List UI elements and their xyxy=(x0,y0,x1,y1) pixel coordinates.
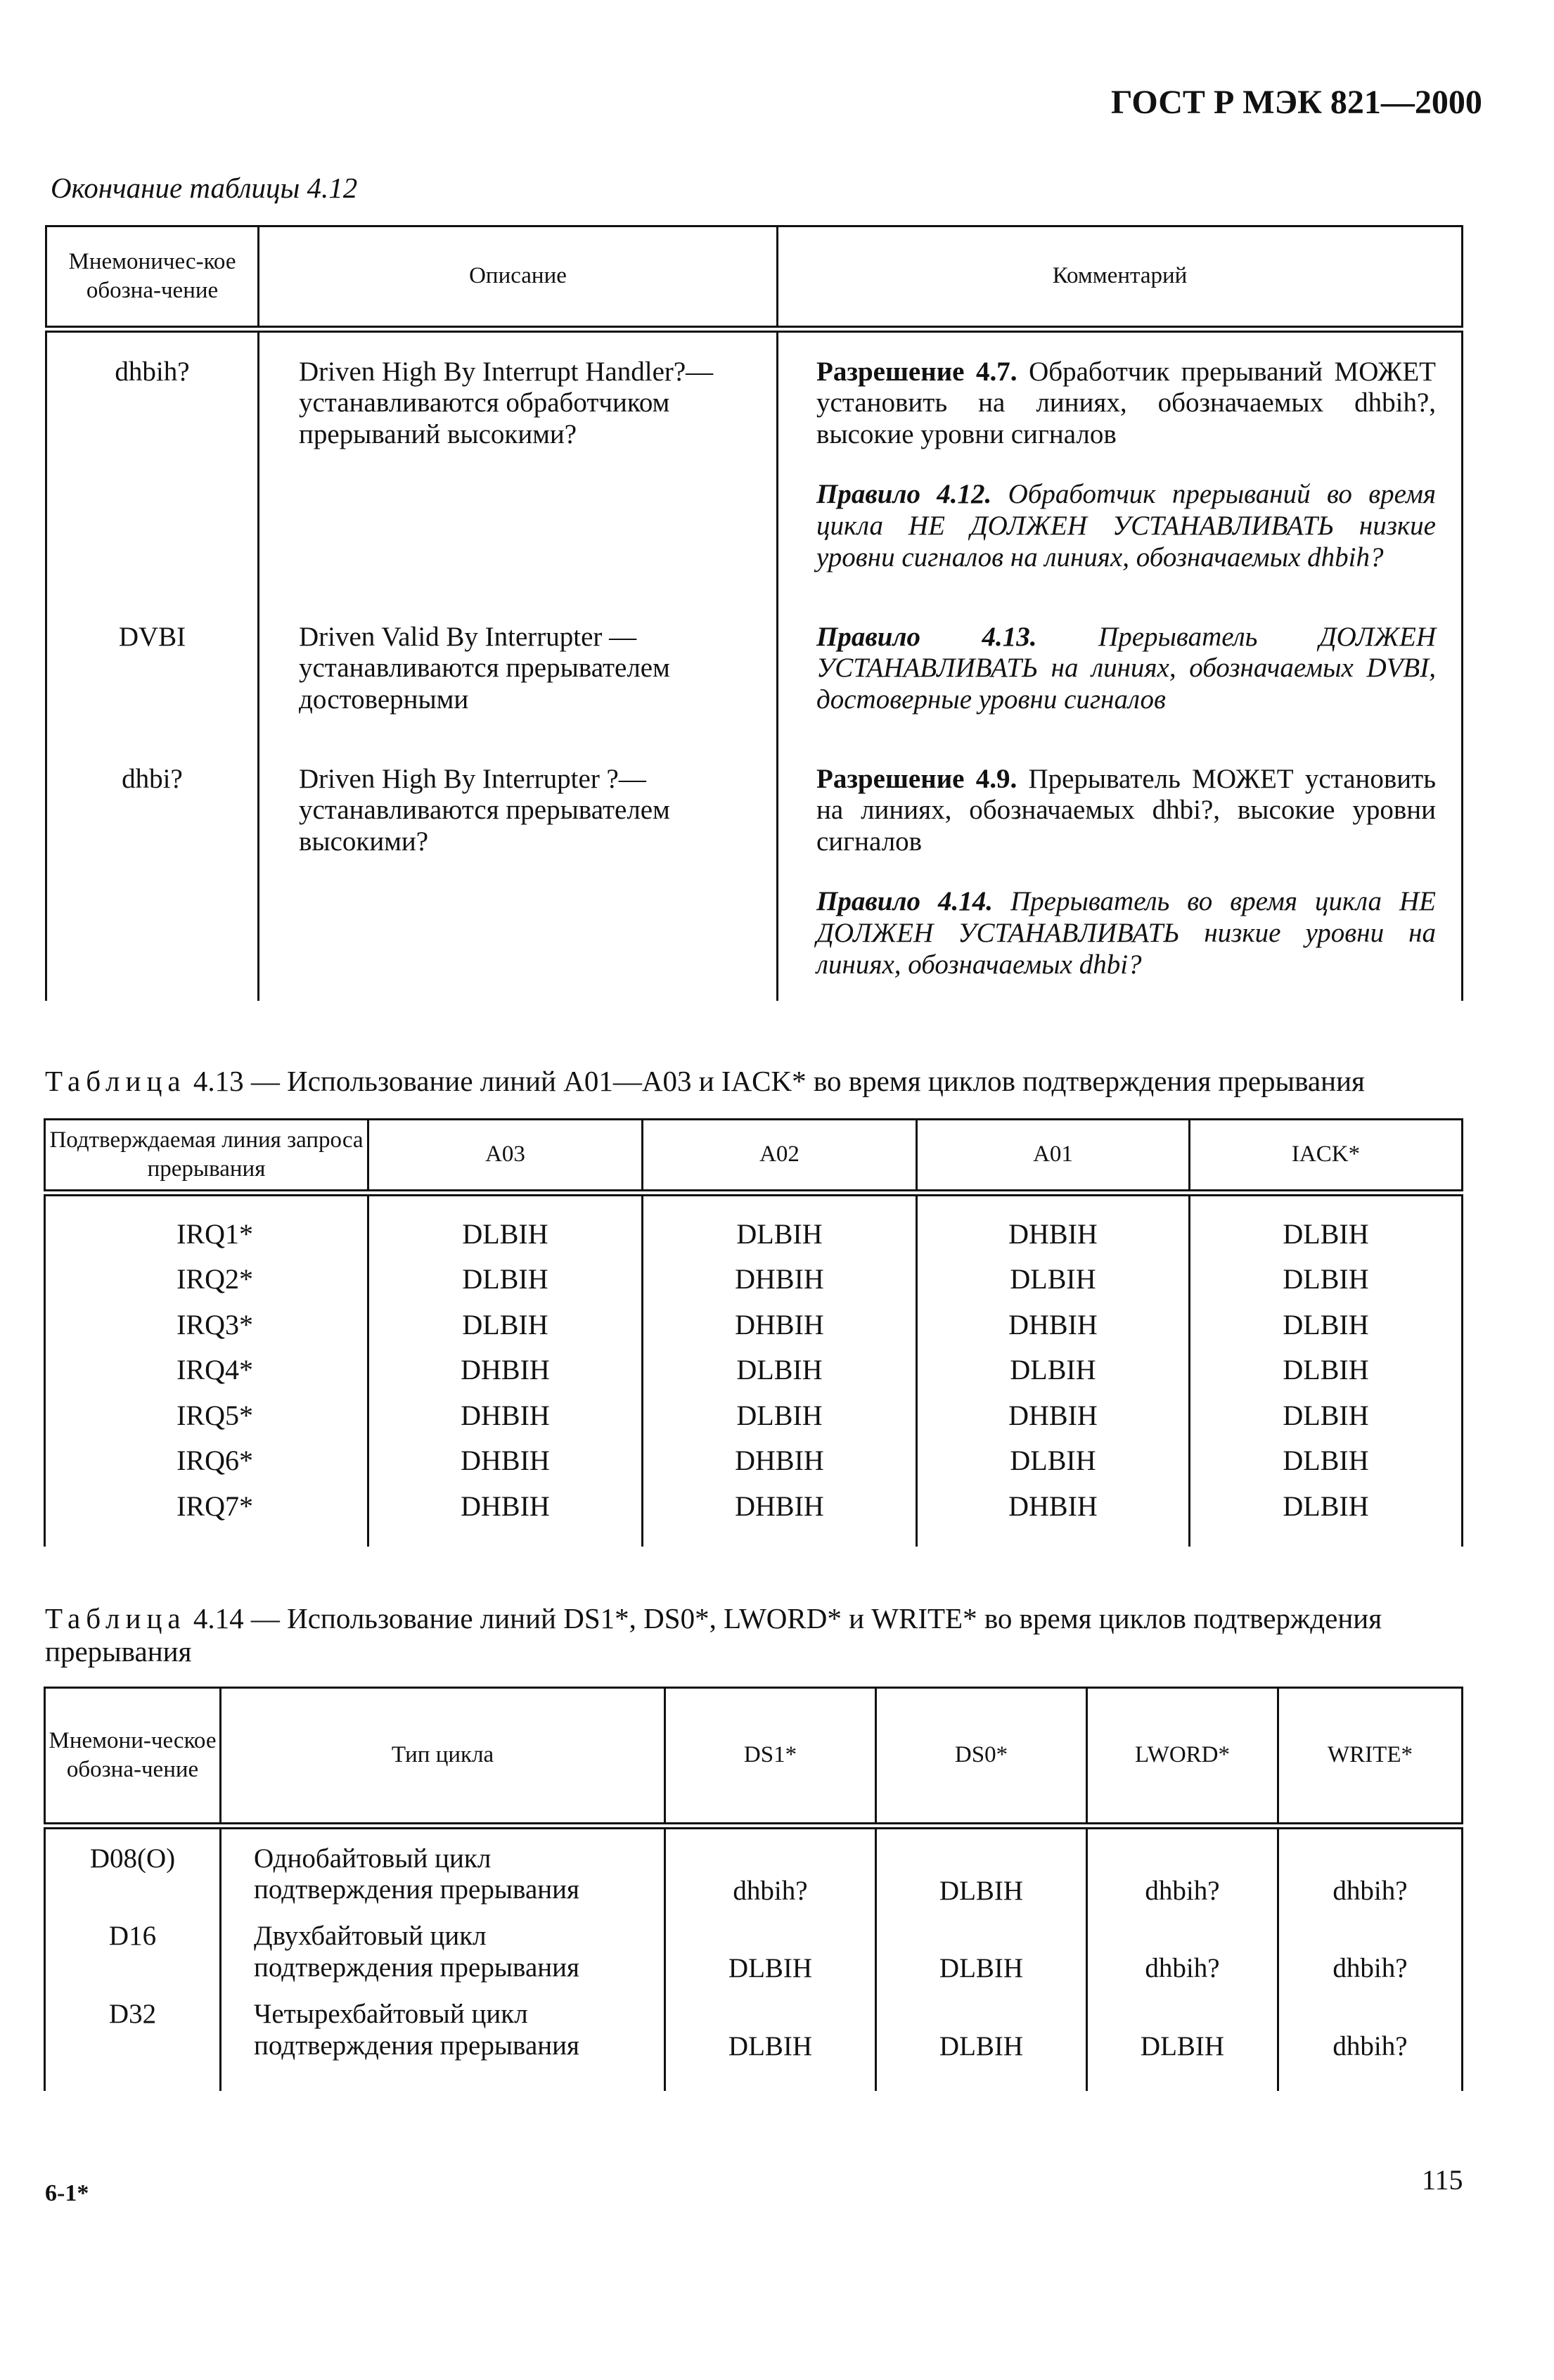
column-header: LWORD* xyxy=(1087,1688,1278,1826)
irq-line-cell: IRQ6* xyxy=(45,1438,368,1484)
rule-block xyxy=(816,479,1436,574)
table-4-12 xyxy=(45,225,1463,1001)
signal-cell: DLBIH xyxy=(1190,1393,1463,1439)
column-header: Тип цикла xyxy=(221,1688,665,1826)
rule-block xyxy=(816,622,1436,717)
rule-label: Правило 4.14. xyxy=(816,886,993,917)
column-header: Комментарий xyxy=(778,226,1463,329)
mnemonic-cell: dhbih? xyxy=(46,329,259,602)
rule-text: Прерыватель во время цикла НЕ ДОЛЖЕН УСТАНАВЛИВАТЬ низкие уровни на линиях, обозначаемых dhbi? xyxy=(816,886,1436,980)
signal-cell: DLBIH xyxy=(876,1985,1087,2091)
signal-cell: DLBIH xyxy=(917,1257,1190,1303)
table-4-14-caption xyxy=(45,1602,1461,1668)
signal-cell: DHBIH xyxy=(368,1438,643,1484)
table-4-13-body xyxy=(45,1193,1463,1547)
table-row xyxy=(46,602,1463,764)
table-row xyxy=(45,1985,1463,2091)
signal-cell: DLBIH xyxy=(643,1393,917,1439)
table-4-12-caption: Окончание таблицы 4.12 xyxy=(51,172,358,204)
table-row xyxy=(45,1257,1463,1303)
comment-cell xyxy=(778,602,1463,764)
signal-cell: DLBIH xyxy=(1190,1193,1463,1258)
signal-cell: DLBIH xyxy=(917,1438,1190,1484)
irq-line-cell: IRQ1* xyxy=(45,1193,368,1258)
signal-cell: DHBIH xyxy=(917,1193,1190,1258)
column-header: WRITE* xyxy=(1278,1688,1463,1826)
signal-cell: DHBIH xyxy=(643,1303,917,1348)
signal-cell: dhbih? xyxy=(1278,1907,1463,1985)
signal-cell: DLBIH xyxy=(368,1257,643,1303)
table-row xyxy=(45,1393,1463,1439)
signal-cell: DLBIH xyxy=(1087,1985,1278,2091)
standard-header: ГОСТ Р МЭК 821—2000 xyxy=(1111,84,1482,121)
signal-cell: DLBIH xyxy=(1190,1484,1463,1547)
column-header: A01 xyxy=(917,1120,1190,1193)
irq-line-cell: IRQ3* xyxy=(45,1303,368,1348)
page-number: 115 xyxy=(1422,2164,1463,2196)
permission-text: Прерыватель МОЖЕТ установить на линиях, обозначаемых dhbi?, высокие уровни сигналов xyxy=(816,763,1436,857)
signal-cell: DLBIH xyxy=(876,1907,1087,1985)
column-header: Мнемони-ческое обозна-чение xyxy=(45,1688,221,1826)
table-row xyxy=(46,764,1463,1001)
signal-cell: DHBIH xyxy=(643,1438,917,1484)
column-header: A03 xyxy=(368,1120,643,1193)
column-header: Подтверждаемая линия запроса прерывания xyxy=(45,1120,368,1193)
signal-cell: DLBIH xyxy=(1190,1348,1463,1393)
caption-text: 4.14 — Использование линий DS1*, DS0*, LWORD* и WRITE* во время циклов подтверждения прерывания xyxy=(45,1602,1382,1668)
rule-label: Правило 4.12. xyxy=(816,479,992,510)
permission-block xyxy=(816,764,1436,859)
permission-text: Обработчик прерываний МОЖЕТ установить на линиях, обозначаемых dhbih?, высокие уровни сигналов xyxy=(816,356,1437,450)
rule-label: Правило 4.13. xyxy=(816,621,1037,652)
table-row xyxy=(45,1438,1463,1484)
signal-cell: DHBIH xyxy=(643,1484,917,1547)
irq-line-cell: IRQ4* xyxy=(45,1348,368,1393)
table-4-14-body xyxy=(45,1826,1463,2092)
sheet-mark: 6-1* xyxy=(45,2180,89,2206)
column-header: IACK* xyxy=(1190,1120,1463,1193)
caption-word: Таблица xyxy=(45,1602,186,1634)
signal-cell: DLBIH xyxy=(665,1907,876,1985)
comment-cell xyxy=(778,329,1463,602)
description-cell: Driven High By Interrupter ?— устанавливаются прерывателем высокими? xyxy=(259,764,778,1001)
cycle-type-cell: Четырехбайтовый цикл подтверждения прерывания xyxy=(221,1985,665,2091)
permission-block xyxy=(816,357,1436,452)
signal-cell: DLBIH xyxy=(368,1193,643,1258)
cycle-type-cell: Двухбайтовый цикл подтверждения прерывания xyxy=(221,1907,665,1985)
signal-cell: dhbih? xyxy=(1087,1826,1278,1907)
signal-cell: dhbih? xyxy=(1278,1985,1463,2091)
description-cell: Driven Valid By Interrupter — устанавливаются прерывателем достоверными xyxy=(259,602,778,764)
signal-cell: DLBIH xyxy=(1190,1257,1463,1303)
column-header: Мнемоничес-кое обозна-чение xyxy=(46,226,259,329)
table-row xyxy=(45,1193,1463,1258)
rule-text: Прерыватель ДОЛЖЕН УСТАНАВЛИВАТЬ на линиях, обозначаемых DVBI, достоверные уровни сигналов xyxy=(816,621,1436,715)
signal-cell: DHBIH xyxy=(368,1484,643,1547)
mnemonic-cell: DVBI xyxy=(46,602,259,764)
signal-cell: dhbih? xyxy=(1278,1826,1463,1907)
irq-line-cell: IRQ7* xyxy=(45,1484,368,1547)
mnemonic-cell: D32 xyxy=(45,1985,221,2091)
table-4-13-caption xyxy=(45,1065,1461,1098)
signal-cell: DHBIH xyxy=(917,1393,1190,1439)
irq-line-cell: IRQ2* xyxy=(45,1257,368,1303)
mnemonic-cell: dhbi? xyxy=(46,764,259,1001)
caption-word: Таблица xyxy=(45,1065,186,1097)
column-header: A02 xyxy=(643,1120,917,1193)
table-row xyxy=(45,1348,1463,1393)
signal-cell: DLBIH xyxy=(917,1348,1190,1393)
signal-cell: DHBIH xyxy=(917,1303,1190,1348)
signal-cell: DLBIH xyxy=(643,1348,917,1393)
signal-cell: DLBIH xyxy=(665,1985,876,2091)
signal-cell: DLBIH xyxy=(876,1826,1087,1907)
signal-cell: DLBIH xyxy=(1190,1303,1463,1348)
column-header: DS0* xyxy=(876,1688,1087,1826)
mnemonic-cell: D08(O) xyxy=(45,1826,221,1907)
column-header: Описание xyxy=(259,226,778,329)
description-cell: Driven High By Interrupt Handler?— устанавливаются обработчиком прерываний высокими? xyxy=(259,329,778,602)
comment-cell xyxy=(778,764,1463,1001)
signal-cell: DLBIH xyxy=(1190,1438,1463,1484)
permission-label: Разрешение 4.9. xyxy=(816,763,1017,794)
signal-cell: dhbih? xyxy=(665,1826,876,1907)
cycle-type-cell: Однобайтовый цикл подтверждения прерывания xyxy=(221,1826,665,1907)
rule-block xyxy=(816,886,1436,981)
permission-label: Разрешение 4.7. xyxy=(816,356,1017,387)
caption-text: 4.13 — Использование линий A01—A03 и IACK* во время циклов подтверждения прерывания xyxy=(193,1065,1365,1097)
table-4-13 xyxy=(44,1118,1463,1547)
signal-cell: DHBIH xyxy=(917,1484,1190,1547)
table-row xyxy=(45,1484,1463,1547)
rule-text: Обработчик прерываний во время цикла НЕ ДОЛЖЕН УСТАНАВЛИВАТЬ низкие уровни сигналов на линиях, обозначаемых dhbih? xyxy=(816,479,1437,572)
signal-cell: dhbih? xyxy=(1087,1907,1278,1985)
mnemonic-cell: D16 xyxy=(45,1907,221,1985)
signal-cell: DLBIH xyxy=(368,1303,643,1348)
table-row xyxy=(45,1907,1463,1985)
signal-cell: DLBIH xyxy=(643,1193,917,1258)
table-row xyxy=(46,329,1463,602)
irq-line-cell: IRQ5* xyxy=(45,1393,368,1439)
table-row xyxy=(45,1303,1463,1348)
column-header: DS1* xyxy=(665,1688,876,1826)
table-row xyxy=(45,1826,1463,1907)
table-4-14 xyxy=(44,1687,1463,2091)
signal-cell: DHBIH xyxy=(643,1257,917,1303)
signal-cell: DHBIH xyxy=(368,1393,643,1439)
signal-cell: DHBIH xyxy=(368,1348,643,1393)
